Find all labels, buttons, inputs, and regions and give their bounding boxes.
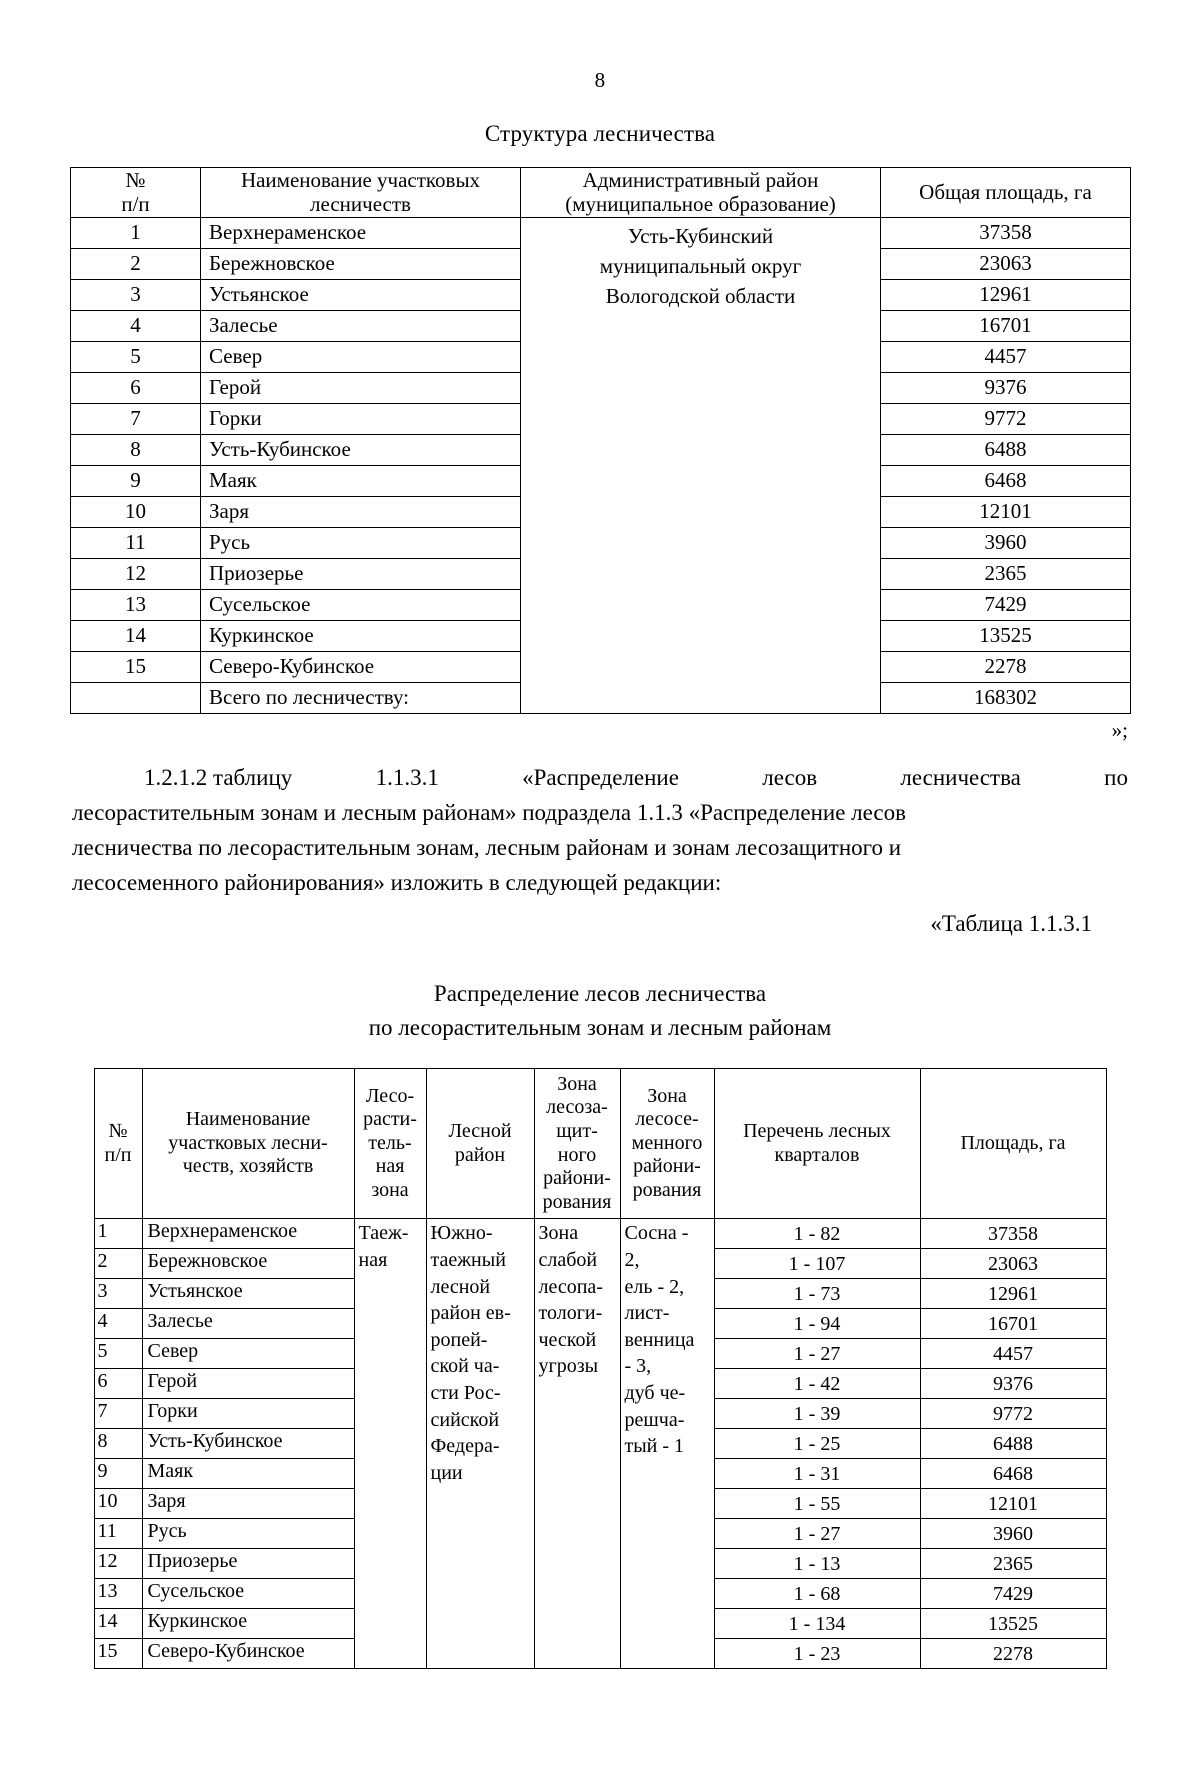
header-cell-forest-region xyxy=(426,1068,534,1219)
cell-name: Северо-Кубинское xyxy=(201,652,521,683)
d-header-zone-line4: ная xyxy=(375,1155,405,1178)
admin-line-3: Вологодской области xyxy=(605,283,796,308)
cell-no: 10 xyxy=(94,1489,142,1519)
cell-no: 13 xyxy=(71,590,201,621)
cell-seed-zone-line-9: тый - 1 xyxy=(624,1435,685,1458)
cell-forest-region-line-6: ской ча- xyxy=(430,1355,500,1378)
cell-quarters: 1 - 55 xyxy=(714,1489,920,1519)
cell-name: Север xyxy=(142,1339,354,1369)
paragraph-line-1 xyxy=(72,761,1128,796)
structure-table-container xyxy=(70,167,1130,714)
cell-protection-zone xyxy=(534,1219,620,1669)
cell-area: 12101 xyxy=(920,1489,1106,1519)
table-reference-label: «Таблица 1.1.3.1 xyxy=(930,910,1092,936)
cell-area: 13525 xyxy=(920,1609,1106,1639)
cell-area: 16701 xyxy=(920,1309,1106,1339)
d-header-name-line3: честв, хозяйств xyxy=(182,1155,314,1178)
cell-no: 5 xyxy=(94,1339,142,1369)
cell-total-no xyxy=(71,683,201,714)
cell-protection-zone-line-2: слабой xyxy=(538,1249,598,1271)
cell-protection-zone-line-1: Зона xyxy=(538,1222,579,1245)
cell-seed-zone-line-6: - 3, xyxy=(624,1355,652,1378)
paragraph-line1-part-b: 1.1.3.1 xyxy=(375,765,439,791)
cell-area: 6488 xyxy=(881,435,1131,466)
cell-quarters: 1 - 27 xyxy=(714,1519,920,1549)
d-header-prot-line6: рования xyxy=(542,1190,612,1213)
cell-name: Маяк xyxy=(142,1459,354,1489)
cell-area: 7429 xyxy=(920,1579,1106,1609)
cell-area: 6468 xyxy=(881,466,1131,497)
header-cell-no xyxy=(71,168,201,218)
header-cell-area: Площадь, га xyxy=(920,1068,1106,1219)
cell-no: 3 xyxy=(71,280,201,311)
cell-name: Горки xyxy=(142,1399,354,1429)
paragraph-line-4: лесосеменного районирования» изложить в следующей редакции: xyxy=(72,869,722,895)
cell-name: Бережновское xyxy=(142,1249,354,1279)
table-row xyxy=(71,218,1131,249)
cell-forest-region-line-10: ции xyxy=(430,1461,463,1484)
cell-area: 2278 xyxy=(920,1639,1106,1669)
cell-quarters: 1 - 25 xyxy=(714,1429,920,1459)
cell-seed-zone-line-7: дуб че- xyxy=(624,1381,686,1404)
paragraph-line1-part-e: лесничества xyxy=(900,765,1021,791)
closing-quote: »; xyxy=(1111,718,1128,743)
cell-no: 4 xyxy=(94,1309,142,1339)
d-header-qtr-line1: Перечень лесных xyxy=(743,1120,891,1143)
cell-no: 6 xyxy=(71,373,201,404)
cell-area: 37358 xyxy=(920,1219,1106,1249)
cell-no: 1 xyxy=(71,218,201,249)
d-header-zone-line2: расти- xyxy=(363,1108,417,1131)
cell-name: Герой xyxy=(201,373,521,404)
cell-quarters: 1 - 94 xyxy=(714,1309,920,1339)
cell-area: 23063 xyxy=(920,1249,1106,1279)
cell-area: 13525 xyxy=(881,621,1131,652)
d-header-seed-line2: лесосе- xyxy=(635,1108,699,1131)
cell-name: Сусельское xyxy=(201,590,521,621)
cell-area: 9772 xyxy=(881,404,1131,435)
cell-administrative-district xyxy=(521,218,881,714)
cell-forest-region-line-4: район ев- xyxy=(430,1302,511,1325)
cell-quarters: 1 - 68 xyxy=(714,1579,920,1609)
cell-quarters: 1 - 27 xyxy=(714,1339,920,1369)
page-number: 8 xyxy=(594,68,606,92)
structure-table-body xyxy=(71,218,1131,714)
cell-no: 15 xyxy=(71,652,201,683)
d-header-name-line2: участковых лесни- xyxy=(168,1131,328,1154)
header-name-line1: Наименование участковых xyxy=(240,168,481,192)
cell-no: 11 xyxy=(94,1519,142,1549)
cell-no: 9 xyxy=(71,466,201,497)
cell-name: Приозерье xyxy=(142,1549,354,1579)
structure-table xyxy=(70,167,1131,714)
cell-name: Русь xyxy=(142,1519,354,1549)
cell-area: 6468 xyxy=(920,1459,1106,1489)
header-cell-seed-zone xyxy=(620,1068,714,1219)
cell-quarters: 1 - 134 xyxy=(714,1609,920,1639)
header-cell-area: Общая площадь, га xyxy=(881,168,1131,218)
header-cell-name xyxy=(201,168,521,218)
cell-forest-region-line-2: таежный xyxy=(430,1249,506,1271)
cell-name: Куркинское xyxy=(142,1609,354,1639)
cell-no: 1 xyxy=(94,1219,142,1249)
cell-area: 4457 xyxy=(920,1339,1106,1369)
cell-quarters: 1 - 82 xyxy=(714,1219,920,1249)
cell-area: 12101 xyxy=(881,497,1131,528)
cell-no: 3 xyxy=(94,1279,142,1309)
cell-no: 8 xyxy=(71,435,201,466)
d-header-seed-line3: менного xyxy=(631,1131,703,1154)
d-header-prot-line4: ного xyxy=(557,1143,597,1166)
cell-forest-region-line-5: ропей- xyxy=(430,1328,488,1351)
cell-seed-zone-line-8: решча- xyxy=(624,1408,685,1431)
cell-no: 12 xyxy=(71,559,201,590)
cell-area: 2278 xyxy=(881,652,1131,683)
cell-protection-zone-line-5: ческой xyxy=(538,1328,597,1351)
cell-area: 16701 xyxy=(881,311,1131,342)
d-header-prot-line1: Зона xyxy=(557,1072,597,1095)
cell-no: 6 xyxy=(94,1369,142,1399)
cell-protection-zone-line-3: лесопа- xyxy=(538,1275,603,1298)
header-cell-growth-zone xyxy=(354,1068,426,1219)
cell-name: Сусельское xyxy=(142,1579,354,1609)
cell-name: Верхнераменское xyxy=(201,218,521,249)
distribution-table-body xyxy=(94,1219,1106,1669)
table-row xyxy=(94,1219,1106,1249)
cell-no: 2 xyxy=(94,1249,142,1279)
cell-total-area: 168302 xyxy=(881,683,1131,714)
cell-forest-region-line-3: лесной xyxy=(430,1275,491,1298)
distribution-title xyxy=(0,977,1200,1046)
header-cell-protection-zone xyxy=(534,1068,620,1219)
d-header-prot-line3: щит- xyxy=(556,1120,598,1143)
cell-name: Куркинское xyxy=(201,621,521,652)
d-header-region-line1: Лесной xyxy=(448,1120,512,1143)
header-admin-line2: (муниципальное образование) xyxy=(565,191,836,216)
d-header-no-line2: п/п xyxy=(104,1143,132,1166)
cell-quarters: 1 - 31 xyxy=(714,1459,920,1489)
cell-no: 14 xyxy=(94,1609,142,1639)
cell-no: 15 xyxy=(94,1639,142,1669)
d-header-zone-line3: тель- xyxy=(368,1131,412,1154)
paragraph-line1-part-c: «Распределение xyxy=(522,765,679,791)
cell-quarters: 1 - 39 xyxy=(714,1399,920,1429)
admin-line-1: Усть-Кубинский xyxy=(627,224,774,249)
admin-line-2: муниципальный округ xyxy=(599,253,802,278)
cell-area: 2365 xyxy=(920,1549,1106,1579)
cell-name: Заря xyxy=(201,497,521,528)
cell-area: 9376 xyxy=(920,1369,1106,1399)
cell-seed-zone xyxy=(620,1219,714,1669)
d-header-seed-line5: рования xyxy=(632,1179,702,1202)
cell-no: 4 xyxy=(71,311,201,342)
header-admin-line1: Административный район xyxy=(582,168,819,192)
header-name-line2: лесничеств xyxy=(310,191,411,216)
header-cell-quarters xyxy=(714,1068,920,1219)
cell-seed-zone-line-2: 2, xyxy=(624,1249,640,1271)
cell-area: 9772 xyxy=(920,1399,1106,1429)
cell-name: Бережновское xyxy=(201,249,521,280)
cell-name: Приозерье xyxy=(201,559,521,590)
cell-name: Северо-Кубинское xyxy=(142,1639,354,1669)
cell-seed-zone-line-4: лист- xyxy=(624,1302,670,1325)
page-title: Структура лесничества xyxy=(484,121,716,146)
cell-no: 8 xyxy=(94,1429,142,1459)
cell-area: 3960 xyxy=(920,1519,1106,1549)
cell-name: Усть-Кубинское xyxy=(142,1429,354,1459)
cell-name: Герой xyxy=(142,1369,354,1399)
cell-area: 3960 xyxy=(881,528,1131,559)
paragraph-line1-part-d: лесов xyxy=(762,765,818,791)
cell-area: 9376 xyxy=(881,373,1131,404)
cell-forest-region-line-9: Федера- xyxy=(430,1435,500,1458)
d-header-prot-line2: лесоза- xyxy=(546,1096,608,1119)
d-header-region-line2: район xyxy=(454,1143,506,1166)
cell-name: Усть-Кубинское xyxy=(201,435,521,466)
cell-quarters: 1 - 23 xyxy=(714,1639,920,1669)
cell-forest-region-line-8: сийской xyxy=(430,1408,500,1431)
cell-protection-zone-line-4: тологи- xyxy=(538,1302,603,1325)
cell-area: 7429 xyxy=(881,590,1131,621)
cell-name: Залесье xyxy=(142,1309,354,1339)
header-cell-no xyxy=(94,1068,142,1219)
cell-area: 12961 xyxy=(920,1279,1106,1309)
cell-quarters: 1 - 13 xyxy=(714,1549,920,1579)
cell-quarters: 1 - 107 xyxy=(714,1249,920,1279)
cell-protection-zone-line-6: угрозы xyxy=(538,1355,599,1378)
d-header-seed-line1: Зона xyxy=(647,1084,687,1107)
d-header-zone-line5: зона xyxy=(371,1179,409,1202)
paragraph-line-2: лесорастительным зонам и лесным районам» подраздела 1.1.3 «Распределение лесов xyxy=(72,799,906,825)
cell-growth-zone-line-1: Таеж- xyxy=(358,1222,409,1245)
cell-name: Верхнераменское xyxy=(142,1219,354,1249)
document-page xyxy=(0,68,1200,1765)
cell-seed-zone-line-3: ель - 2, xyxy=(624,1275,685,1298)
header-cell-name xyxy=(142,1068,354,1219)
cell-no: 7 xyxy=(94,1399,142,1429)
cell-no: 11 xyxy=(71,528,201,559)
cell-name: Маяк xyxy=(201,466,521,497)
cell-name: Русь xyxy=(201,528,521,559)
d-header-no-line1: № xyxy=(108,1120,128,1143)
d-header-name-line1: Наименование xyxy=(185,1108,311,1131)
cell-no: 14 xyxy=(71,621,201,652)
distribution-title-line2: по лесорастительным зонам и лесным районам xyxy=(368,1015,832,1041)
cell-no: 7 xyxy=(71,404,201,435)
cell-quarters: 1 - 42 xyxy=(714,1369,920,1399)
cell-area: 2365 xyxy=(881,559,1131,590)
paragraph-line1-part-f: по xyxy=(1104,765,1128,791)
d-header-prot-line5: райони- xyxy=(543,1167,611,1190)
amendment-paragraph xyxy=(72,761,1128,901)
d-header-zone-line1: Лесо- xyxy=(365,1084,415,1107)
d-header-qtr-line2: кварталов xyxy=(774,1143,860,1166)
distribution-title-line1: Распределение лесов лесничества xyxy=(433,980,767,1006)
cell-seed-zone-line-1: Сосна - xyxy=(624,1222,689,1245)
cell-no: 10 xyxy=(71,497,201,528)
header-no-line2: п/п xyxy=(121,191,150,216)
cell-name: Север xyxy=(201,342,521,373)
cell-no: 12 xyxy=(94,1549,142,1579)
cell-area: 6488 xyxy=(920,1429,1106,1459)
cell-no: 5 xyxy=(71,342,201,373)
cell-forest-region-line-1: Южно- xyxy=(430,1222,493,1245)
paragraph-line1-part-a: 1.2.1.2 таблицу xyxy=(144,765,293,791)
cell-area: 37358 xyxy=(881,218,1131,249)
cell-forest-region-line-7: сти Рос- xyxy=(430,1381,501,1404)
cell-name: Заря xyxy=(142,1489,354,1519)
cell-growth-zone xyxy=(354,1219,426,1669)
cell-seed-zone-line-5: венница xyxy=(624,1328,695,1351)
header-cell-admin xyxy=(521,168,881,218)
d-header-seed-line4: райони- xyxy=(633,1155,701,1178)
cell-no: 2 xyxy=(71,249,201,280)
table-header-row xyxy=(71,168,1131,218)
distribution-table xyxy=(94,1068,1107,1670)
cell-name: Залесье xyxy=(201,311,521,342)
cell-area: 12961 xyxy=(881,280,1131,311)
paragraph-line-3: лесничества по лесорастительным зонам, лесным районам и зонам лесозащитного и xyxy=(72,834,902,860)
cell-total-label: Всего по лесничеству: xyxy=(201,683,521,714)
cell-name: Горки xyxy=(201,404,521,435)
cell-no: 9 xyxy=(94,1459,142,1489)
cell-name: Устьянское xyxy=(201,280,521,311)
cell-area: 4457 xyxy=(881,342,1131,373)
cell-quarters: 1 - 73 xyxy=(714,1279,920,1309)
cell-name: Устьянское xyxy=(142,1279,354,1309)
cell-forest-region xyxy=(426,1219,534,1669)
table-header-row xyxy=(94,1068,1106,1219)
cell-area: 23063 xyxy=(881,249,1131,280)
cell-no: 13 xyxy=(94,1579,142,1609)
cell-growth-zone-line-2: ная xyxy=(358,1249,388,1271)
header-no-line1: № xyxy=(125,168,146,192)
